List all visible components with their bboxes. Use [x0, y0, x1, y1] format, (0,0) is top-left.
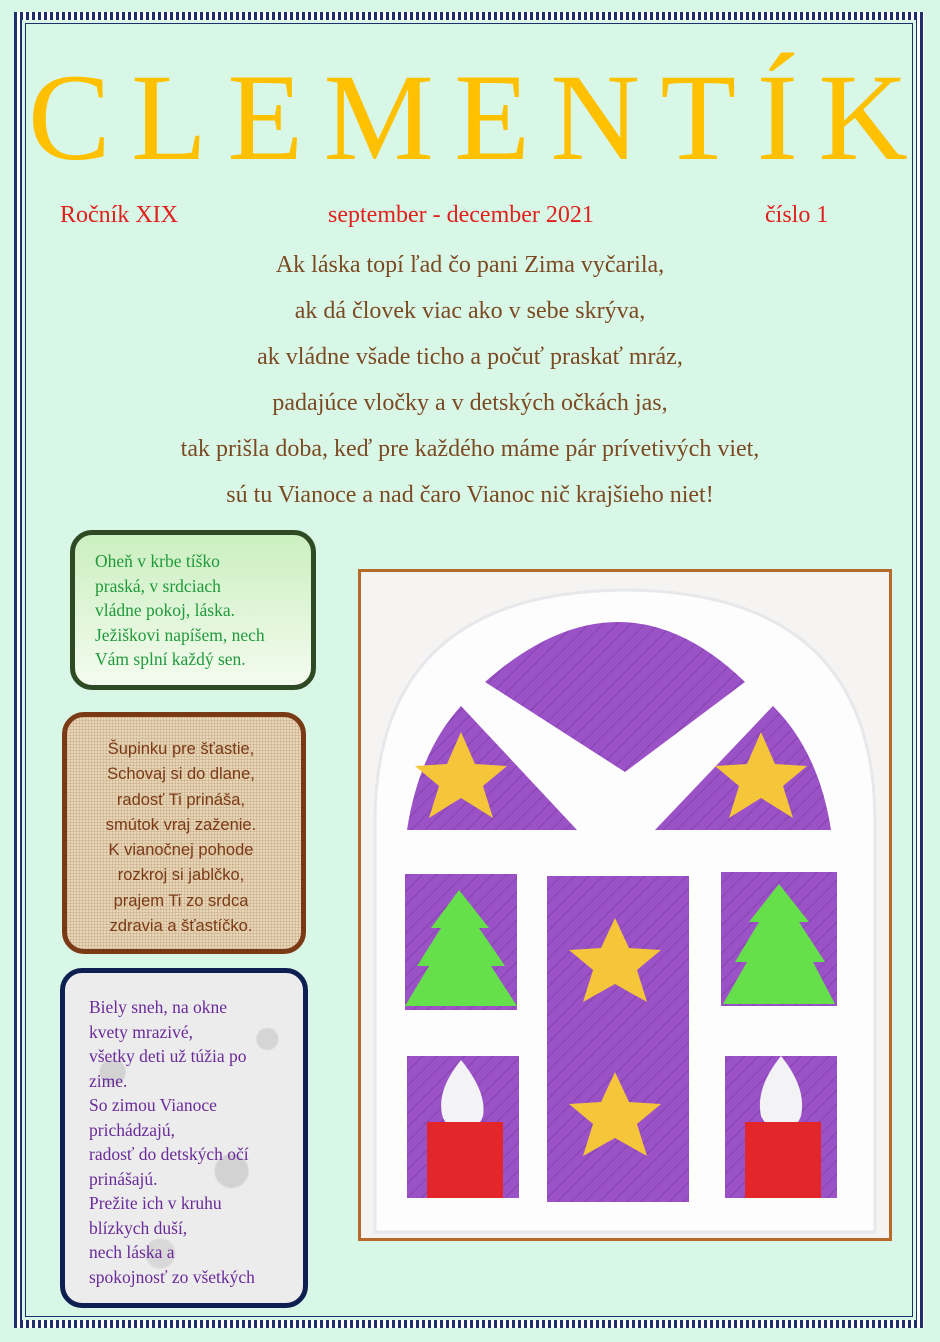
masthead-letter: C: [28, 49, 111, 186]
window-drawing: [361, 572, 889, 1238]
issue-volume: Ročník XIX: [60, 202, 178, 228]
window-illustration: [358, 569, 892, 1241]
poem-line: tak prišla doba, keď pre každého máme pár prívetivých viet,: [180, 436, 760, 462]
masthead-letter: E: [227, 49, 304, 186]
masthead-letter: M: [323, 49, 434, 186]
issue-period: september - december 2021: [328, 202, 594, 228]
verse-box-luck: Šupinku pre šťastie, Schovaj si do dlane, radosť Ti prináša, smútok vraj zaženie. K vianočnej pohode rozkroj si jablčko, prajem Ti zo srdca zdravia a šťastíčko.: [62, 712, 306, 954]
poem-line: padajúce vločky a v detských očkách jas,: [272, 390, 668, 416]
poem-line: ak vládne všade ticho a počuť praskať mráz,: [257, 344, 683, 370]
issue-number: číslo 1: [765, 202, 829, 228]
intro-poem: [0, 246, 940, 522]
masthead-letter: Í: [756, 49, 798, 186]
masthead-title: [28, 49, 908, 186]
verse-box-fire: Oheň v krbe tíško praská, v srdciach vládne pokoj, láska. Ježiškovi napíšem, nech Vám splní každý sen.: [70, 530, 316, 690]
poem-line: sú tu Vianoce a nad čaro Vianoc nič krajšieho niet!: [226, 482, 714, 508]
candle-icon: [745, 1122, 821, 1198]
verse-box-snow: Biely sneh, na okne kvety mrazivé, všetky deti už túžia po zime. So zimou Vianoce prichádzajú, radosť do detských očí prinášajú. Prežite ich v kruhu blízkych duší, nech láska a spokojnosť zo všetkých: [60, 968, 308, 1308]
masthead-letter: N: [550, 49, 640, 186]
masthead-letter: L: [131, 49, 207, 186]
masthead-letter: K: [818, 49, 908, 186]
candle-icon: [427, 1122, 503, 1198]
poem-line: ak dá človek viac ako v sebe skrýva,: [294, 298, 646, 324]
masthead-letter: T: [660, 49, 737, 186]
masthead-letter: E: [454, 49, 530, 186]
poem-line: Ak láska topí ľad čo pani Zima vyčarila,: [275, 252, 665, 278]
